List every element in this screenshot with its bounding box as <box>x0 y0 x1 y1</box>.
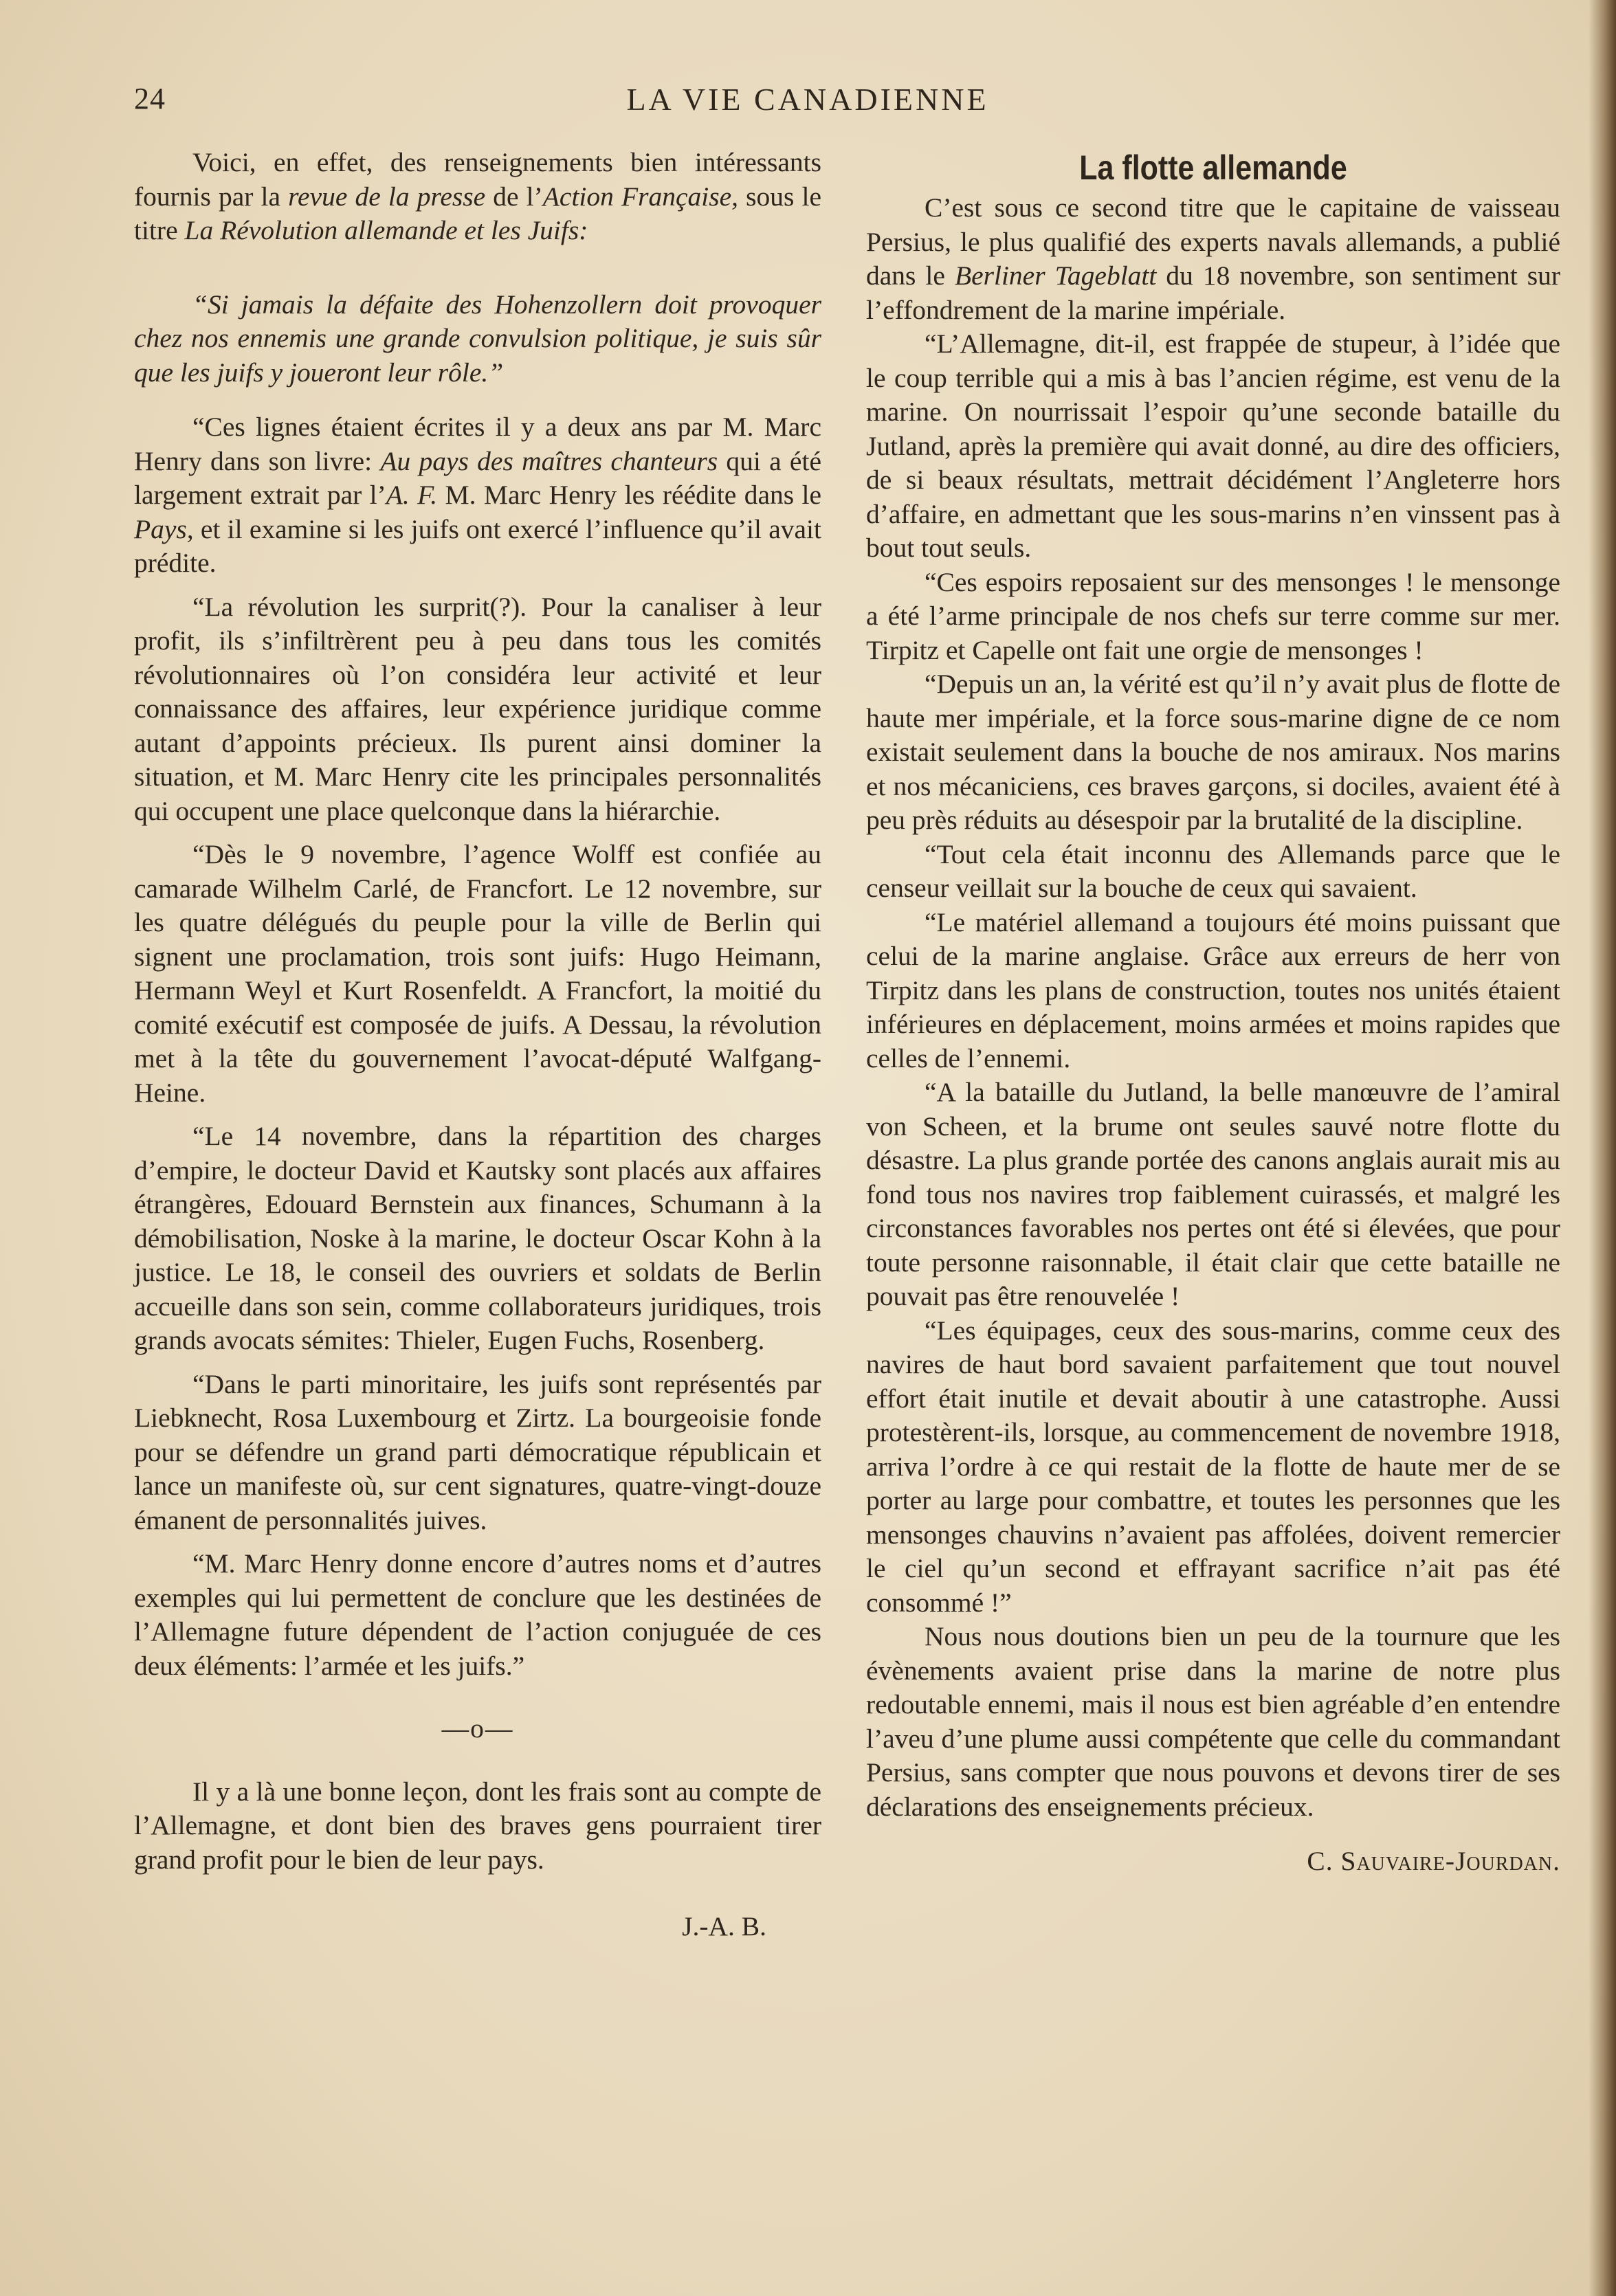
article-paragraph-2: “L’Allemagne, dit-il, est frappée de stupeur, à l’idée que le coup terrible qui a mis à bas l’ancien régime, est venu de la marine. On nourrissait l’espoir qu’une seconde bataille du Jutland, après la première qui avait donné, au dire des officiers, de si beaux résultats, mettrait décidément l’Angleterre hors d’affaire, en admettant que les sous-marins n’en vinssent pas à bout tout seuls. <box>866 328 1560 563</box>
author-signature-right: C. Sauvaire-Jourdan. <box>1307 1846 1560 1876</box>
page-header <box>134 81 1481 122</box>
p2-text-3: M. Marc Henry les réédite dans le <box>437 480 821 510</box>
right-column <box>866 146 1560 1879</box>
paragraph-7: “M. Marc Henry donne encore d’autres noms et d’autres exemples qui lui permettent de conclure que les destinées de l’Allemagne future dépendent de l’action conjuguée de ces deux éléments: l’armée et les juifs.” <box>134 1548 821 1681</box>
intro-emphasis-3: La Révolution allemande et les Juifs: <box>184 215 588 245</box>
article-paragraph-7: “A la bataille du Jutland, la belle manœuvre de l’amiral von Scheen, et la brume ont seules sauvé notre flotte du désastre. La plus grande portée des canons anglais aurait mis au fond tous nos navires trop faiblement cuirassés, et malgré les circonstances favorables nos pertes ont été si élevées, que pour toute personne raisonnable, il était clair que cette bataille ne pouvait pas être renouvelée ! <box>866 1077 1560 1311</box>
page-number: 24 <box>134 82 166 115</box>
intro-emphasis-1: revue de la presse <box>288 181 486 212</box>
intro-text-3: sous le titre <box>134 181 821 245</box>
paragraph-2 <box>134 410 821 581</box>
section-separator: —o— <box>441 1713 514 1743</box>
p2-text-2: qui a été largement extrait par l’ <box>134 445 821 510</box>
p2-text-1: “Ces lignes étaient écrites il y a deux ans par M. Marc Henry dans son livre: <box>134 412 821 476</box>
article-title: La flotte allemande <box>1079 148 1347 187</box>
journal-title: LA VIE CANADIENNE <box>626 82 989 117</box>
left-column <box>134 146 821 1944</box>
article-paragraph-1 <box>866 191 1560 327</box>
article-p1-emphasis: Berliner Tageblatt <box>954 260 1157 291</box>
closing-paragraph: Il y a là une bonne leçon, dont les frais sont au compte de l’Allemagne, et dont bien des braves gens pourraient tirer grand profit pour le bien de leur pays. <box>134 1776 821 1875</box>
p2-text-4: et il examine si les juifs ont exercé l’influence qu’il avait prédite. <box>134 513 821 578</box>
author-signature-left: J.-A. B. <box>682 1911 766 1941</box>
p2-emphasis-2: A. F. <box>386 480 438 510</box>
intro-text-2: de l’ <box>485 181 543 212</box>
opening-quote: “Si jamais la défaite des Hohenzollern doit provoquer chez nos ennemis une grande convulsion politique, je suis sûr que les juifs y joueront leur rôle.” <box>134 289 821 388</box>
intro-paragraph <box>134 146 821 248</box>
intro-text-1: Voici, en effet, des renseignements bien intéressants fournis par la <box>134 147 821 212</box>
paragraph-5: “Le 14 novembre, dans la répartition des charges d’empire, le docteur David et Kautsky sont placés aux affaires étrangères, Edouard Bernstein aux finances, Schumann à la démobilisation, Noske à la marine, le docteur Oscar Kohn à la justice. Le 18, le conseil des ouvriers et soldats de Berlin accueille dans son sein, comme collaborateurs juridiques, trois grands avocats sémites: Thieler, Eugen Fuchs, Rosenberg. <box>134 1121 821 1355</box>
page-spine-shadow <box>1589 0 1616 2296</box>
article-paragraph-6: “Le matériel allemand a toujours été moins puissant que celui de la marine anglaise. Grâce aux erreurs de herr von Tirpitz dans les plans de construction, toutes nos unités étaient inférieures en déplacement, moins armées et moins rapides que celles de l’ennemi. <box>866 906 1560 1073</box>
article-p1-text-2: du 18 novembre, son sentiment sur l’effondrement de la marine impériale. <box>866 260 1560 325</box>
p2-emphasis-1: Au pays des maîtres chanteurs <box>380 445 718 476</box>
intro-emphasis-2: Action Française, <box>542 181 739 212</box>
paragraph-4: “Dès le 9 novembre, l’agence Wolff est confiée au camarade Wilhelm Carlé, de Francfort. Le 12 novembre, sur les quatre délégués du peuple pour la ville de Berlin qui signent une proclamation, trois sont juifs: Hugo Heimann, Hermann Weyl et Kurt Rosenfeldt. A Francfort, la moitié du comité exécutif est composée de juifs. A Dessau, la révolution met à la tête du gouvernement l’avocat-député Walfgang-Heine. <box>134 839 821 1108</box>
article-paragraph-3: “Ces espoirs reposaient sur des mensonges ! le mensonge a été l’arme principale de nos chefs sur terre comme sur mer. Tirpitz et Capelle ont fait une orgie de mensonges ! <box>866 566 1560 665</box>
p2-emphasis-3: Pays, <box>134 513 194 544</box>
article-paragraph-5: “Tout cela était inconnu des Allemands parce que le censeur veillait sur la bouche de ceux qui savaient. <box>866 838 1560 903</box>
article-paragraph-4: “Depuis un an, la vérité est qu’il n’y avait plus de flotte de haute mer impériale, et la force sous-marine digne de ce nom existait seulement dans la bouche de nos amiraux. Nos marins et nos mécaniciens, ces braves garçons, si dociles, avaient été à peu près réduits au désespoir par la brutalité de la discipline. <box>866 669 1560 835</box>
paragraph-6: “Dans le parti minoritaire, les juifs sont représentés par Liebknecht, Rosa Luxembourg et Zirtz. La bourgeoisie fonde pour se défendre un grand parti démocratique républicain et lance un manifeste où, sur cent signatures, quatre-vingt-douze émanent de personnalités juives. <box>134 1368 821 1535</box>
paragraph-3: “La révolution les surprit(?). Pour la canaliser à leur profit, ils s’infiltrèrent peu à peu dans tous les comités révolutionnaires où l’on considéra leur activité et leur connaissance des affaires, leur expérience juridique comme autant d’appoints précieux. Ils purent ainsi dominer la situation, et M. Marc Henry cite les principales personnalités qui occupent une place quelconque dans la hiérarchie. <box>134 591 821 826</box>
article-paragraph-8: “Les équipages, ceux des sous-marins, comme ceux des navires de haut bord savaient parfaitement que tout nouvel effort était inutile et devait aboutir à une catastrophe. Aussi protestèrent-ils, lorsque, au commencement de novembre 1918, arriva l’ordre à ce qui restait de la flotte de haute mer de se porter au large pour combattre, et toutes les personnes que les mensonges chauvins n’avaient pas affolées, doivent remercier le ciel qu’un second et effrayant sacrifice n’ait pas été consommé !” <box>866 1315 1560 1618</box>
article-p1-text-1: C’est sous ce second titre que le capitaine de vaisseau Persius, le plus qualifié des experts navals allemands, a publié dans le <box>866 192 1560 291</box>
article-paragraph-9: Nous nous doutions bien un peu de la tournure que les évènements avaient prise dans la marine de notre plus redoutable ennemi, mais il nous est bien agréable d’en entendre l’aveu d’une plume aussi compétente que celle du commandant Persius, sans compter que nous pouvons et devons tirer de ses déclarations des enseignements précieux. <box>866 1621 1560 1822</box>
